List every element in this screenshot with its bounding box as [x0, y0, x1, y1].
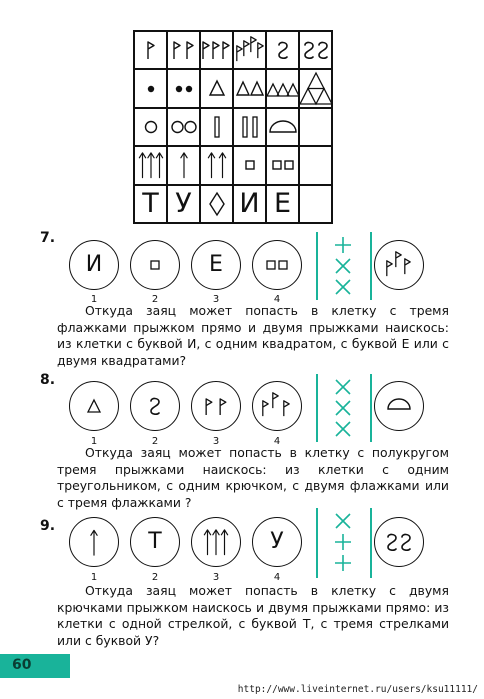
arrow-icon	[196, 522, 236, 562]
grid-cell-three-flags	[200, 31, 233, 69]
option-circle[interactable]	[130, 240, 180, 290]
square-icon	[135, 245, 175, 285]
jump-pattern-icon	[331, 512, 355, 572]
hook-icon	[379, 522, 419, 562]
grid-cell-one-bar	[200, 108, 233, 146]
divider	[316, 232, 318, 300]
option-circle[interactable]	[191, 240, 241, 290]
option-number: 1	[90, 436, 98, 447]
option-circle[interactable]	[130, 517, 180, 567]
jump-pattern-icon	[331, 236, 355, 296]
grid-cell-two-dots	[167, 69, 200, 107]
flag-icon	[235, 35, 265, 65]
grid-cell-four-flags	[233, 31, 266, 69]
task-text: Откуда заяц может попасть в клетку с полукругом тремя прыжками наискось: из клетки с одним треугольником, с одним крючком, с двумя флажками или с тремя флажками ?	[57, 445, 449, 510]
divider	[370, 508, 372, 578]
option-letter: Е	[209, 252, 223, 277]
option-circle[interactable]	[252, 240, 302, 290]
footer-url: http://www.liveinternet.ru/users/ksu11111/	[237, 684, 478, 695]
option-number: 1	[90, 294, 98, 305]
grid-cell-semicircle	[266, 108, 299, 146]
option-number: 4	[273, 436, 281, 447]
target-circle	[374, 517, 424, 567]
grid-cell-two-hooks	[299, 31, 332, 69]
grid-cell-two-triangles	[233, 69, 266, 107]
grid-cell-letter: Е	[266, 185, 299, 223]
option-number: 4	[273, 294, 281, 305]
arrow-icon	[202, 150, 232, 180]
puzzle-grid	[133, 30, 333, 224]
flag-icon	[136, 35, 166, 65]
arrow-icon	[136, 150, 166, 180]
grid-cell-two-squares	[266, 146, 299, 184]
grid-cell-one-circle	[134, 108, 167, 146]
option-number: 2	[151, 572, 159, 583]
grid-cell-one-square	[233, 146, 266, 184]
option-number: 3	[212, 294, 220, 305]
option-circle[interactable]	[191, 381, 241, 431]
task-text: Откуда заяц может попасть в клетку с двумя крючками прыжком наискось и двумя прыжками прямо: из клетки с одной стрелкой, с буквой Т, с тремя стрелками или с буквой У?	[57, 583, 449, 648]
dot-icon	[136, 74, 166, 104]
circle-icon	[169, 112, 199, 142]
task-number: 8.	[40, 372, 56, 388]
option-letter: Т	[148, 529, 162, 554]
target-circle	[374, 240, 424, 290]
grid-cell-letter: И	[233, 185, 266, 223]
option-circle[interactable]	[191, 517, 241, 567]
page-number-badge	[0, 654, 70, 678]
flag-icon	[196, 386, 236, 426]
option-letter: И	[85, 252, 103, 277]
triangle-icon	[74, 386, 114, 426]
grid-cell-empty	[299, 108, 332, 146]
grid-cell-empty	[299, 146, 332, 184]
triangle-icon	[301, 74, 331, 104]
option-number: 1	[90, 572, 98, 583]
task-number: 9.	[40, 518, 56, 534]
option-circle[interactable]	[252, 517, 302, 567]
option-circle[interactable]	[130, 381, 180, 431]
triangle-icon	[202, 74, 232, 104]
grid-cell-four-triangles	[299, 69, 332, 107]
triangle-icon	[235, 74, 265, 104]
arrow-icon	[169, 150, 199, 180]
divider	[370, 374, 372, 442]
flag-icon	[169, 35, 199, 65]
option-letter: У	[270, 529, 284, 554]
option-number: 3	[212, 572, 220, 583]
grid-cell-three-triangles	[266, 69, 299, 107]
hook-icon	[135, 386, 175, 426]
task-text: Откуда заяц может попасть в клетку с тремя флажками прыжком прямо и двумя прыжками наискось: из клетки с буквой И, с одним квадратом, с буквой Е или с двумя квадратами?	[57, 303, 449, 368]
grid-cell-three-arrows	[134, 146, 167, 184]
square-icon	[268, 150, 298, 180]
option-circle[interactable]	[69, 240, 119, 290]
grid-cell-one-dot	[134, 69, 167, 107]
divider	[316, 374, 318, 442]
grid-cell-two-bars	[233, 108, 266, 146]
bar-icon	[202, 112, 232, 142]
flag-icon	[202, 35, 232, 65]
grid-cell-one-arrow	[167, 146, 200, 184]
grid-cell-empty	[299, 185, 332, 223]
grid-cell-letter: Т	[134, 185, 167, 223]
option-circle[interactable]	[69, 381, 119, 431]
option-number: 2	[151, 294, 159, 305]
semicircle-icon	[379, 386, 419, 426]
option-circle[interactable]	[69, 517, 119, 567]
hook-icon	[301, 35, 331, 65]
arrow-icon	[74, 522, 114, 562]
triangle-icon	[268, 74, 298, 104]
grid-cell-two-circles	[167, 108, 200, 146]
circle-icon	[136, 112, 166, 142]
target-circle	[374, 381, 424, 431]
option-number: 2	[151, 436, 159, 447]
option-number: 4	[273, 572, 281, 583]
grid-cell-one-flag	[134, 31, 167, 69]
grid-cell-two-arrows	[200, 146, 233, 184]
diamond-icon	[202, 189, 232, 219]
bar-icon	[235, 112, 265, 142]
square-icon	[235, 150, 265, 180]
jump-pattern-icon	[331, 378, 355, 438]
grid-cell-one-hook	[266, 31, 299, 69]
page-number: 60	[12, 657, 32, 673]
square-icon	[257, 245, 297, 285]
grid-cell-two-flags	[167, 31, 200, 69]
grid-cell-letter: У	[167, 185, 200, 223]
grid-cell-one-triangle	[200, 69, 233, 107]
dot-icon	[169, 74, 199, 104]
divider	[370, 232, 372, 300]
flag-icon	[257, 386, 297, 426]
grid-cell-diamond	[200, 185, 233, 223]
hook-icon	[268, 35, 298, 65]
divider	[316, 508, 318, 578]
task-number: 7.	[40, 230, 56, 246]
option-circle[interactable]	[252, 381, 302, 431]
option-number: 3	[212, 436, 220, 447]
flag-icon	[379, 245, 419, 285]
semicircle-icon	[268, 112, 298, 142]
